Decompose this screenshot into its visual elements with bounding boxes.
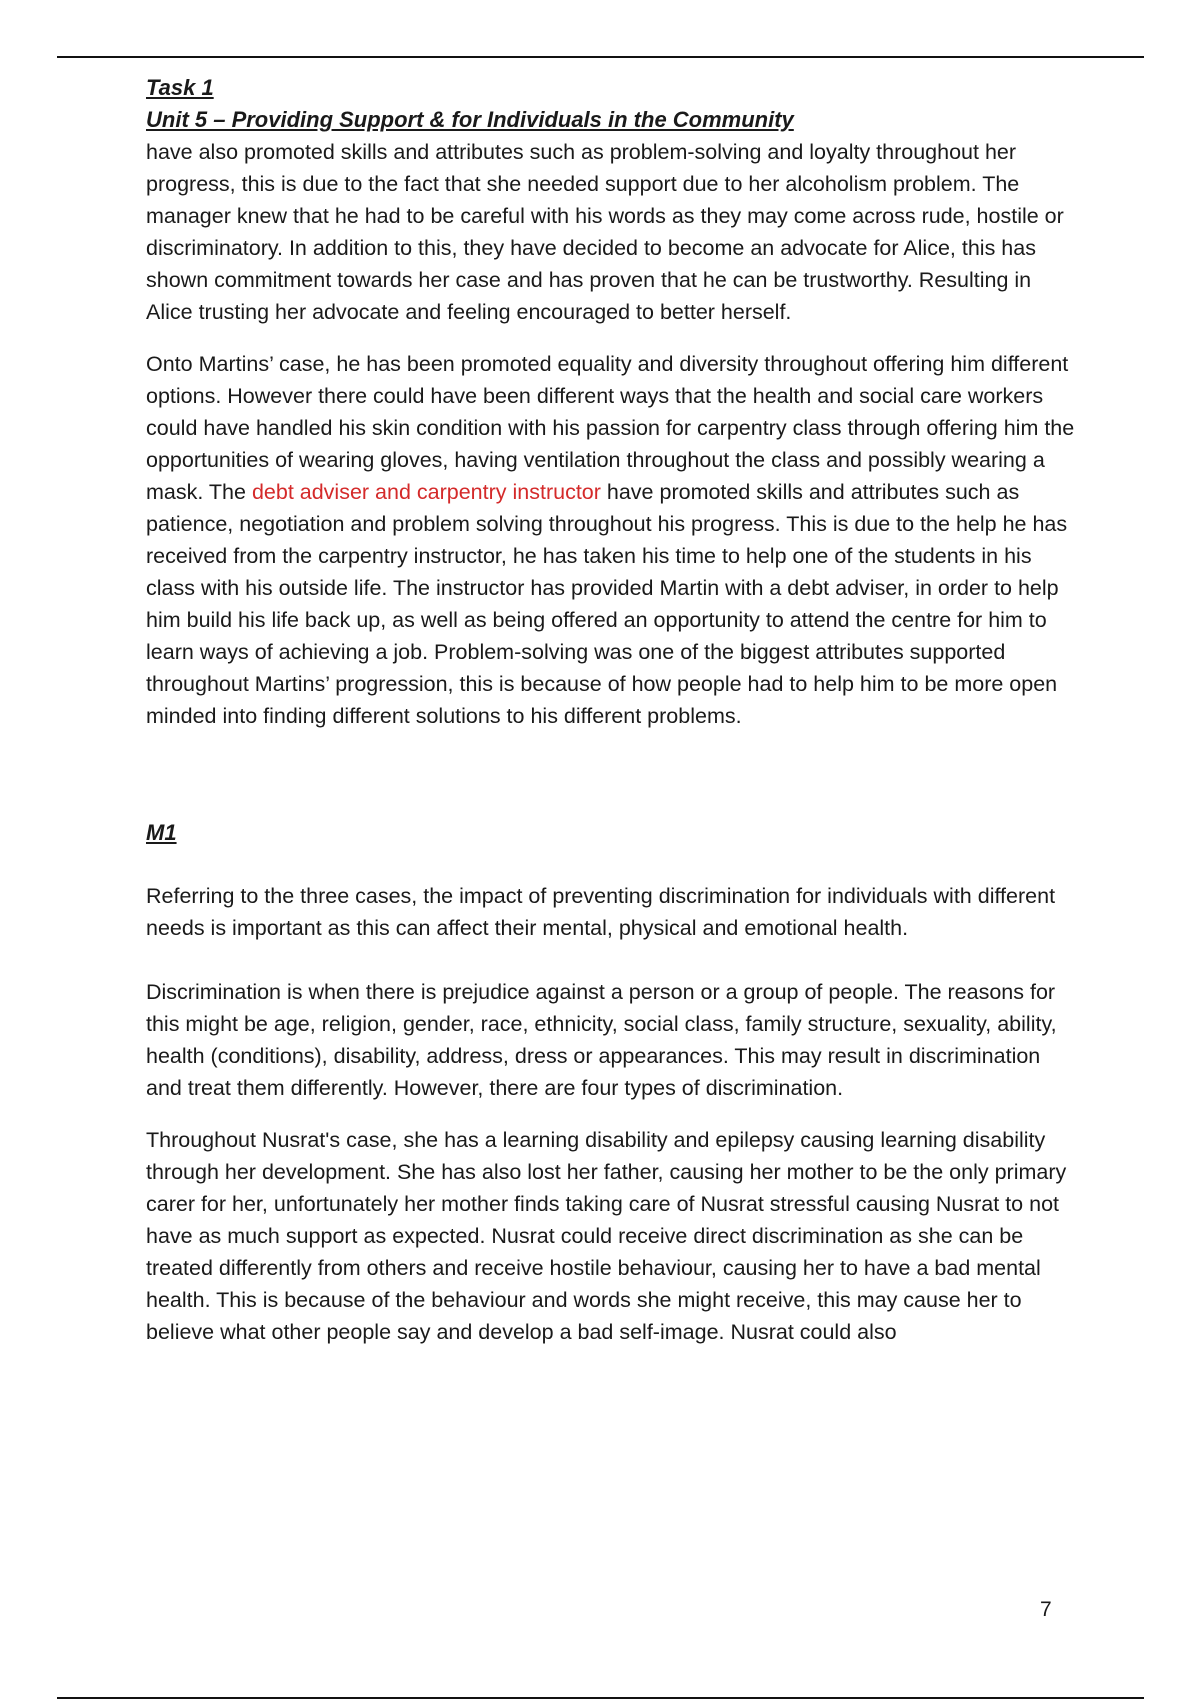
task-title: Task 1 bbox=[146, 75, 214, 100]
paragraph-martin-text-start: Onto Martins’ case, he has been promoted equality and diversity throughout offering him different options. However there could have been different ways that the health and social care workers could have handled his skin condition with his passion for carpentry class through offering him the opportunities of wearing gloves, having ventilation throughout the class and possibly wearing a mask. The bbox=[146, 352, 1075, 504]
page-number: 7 bbox=[1040, 1598, 1052, 1621]
paragraph-alice: have also promoted skills and attributes such as problem-solving and loyalty throughout her progress, this is due to the fact that she needed support due to her alcoholism problem. The manager knew that he had to be careful with his words as they may come across rude, hostile or discriminatory. In addition to this, they have decided to become an advocate for Alice, this has shown commitment towards her case and has proven that he can be trustworthy. Resulting in Alice trusting her advocate and feeling encouraged to better herself. bbox=[146, 140, 1064, 324]
m1-heading: M1 bbox=[146, 820, 177, 845]
paragraph-three-cases: Referring to the three cases, the impact of preventing discrimination for individuals with different needs is important as this can affect their mental, physical and emotional health. bbox=[146, 884, 1056, 940]
top-rule bbox=[57, 56, 1144, 58]
paragraph-martin-text-end: have promoted skills and attributes such as patience, negotiation and problem solving throughout his progress. This is due to the help he has received from the carpentry instructor, he has taken his time to help one of the students in his class with his outside life. The instructor has provided Martin with a debt adviser, in order to help him build his life back up, as well as being offered an opportunity to attend the centre for him to learn ways of achieving a job. Problem-solving was one of the biggest attributes supported throughout Martins’ progression, this is because of how people had to help him to be more open minded into finding different solutions to his different problems. bbox=[146, 480, 1068, 728]
highlighted-text: debt adviser and carpentry instructor bbox=[251, 480, 601, 504]
paragraph-martin bbox=[146, 348, 1076, 732]
document-body bbox=[146, 72, 1076, 1348]
paragraph-discrimination-definition: Discrimination is when there is prejudice against a person or a group of people. The reasons for this might be age, religion, gender, race, ethnicity, social class, family structure, sexuality, ability, health (conditions), disability, address, dress or appearances. This may result in discrimination and treat them differently. However, there are four types of discrimination. bbox=[146, 980, 1057, 1100]
paragraph-nusrat: Throughout Nusrat's case, she has a learning disability and epilepsy causing learning disability through her development. She has also lost her father, causing her mother to be the only primary carer for her, unfortunately her mother finds taking care of Nusrat stressful causing Nusrat to not have as much support as expected. Nusrat could receive direct discrimination as she can be treated differently from others and receive hostile behaviour, causing her to have a bad mental health. This is because of the behaviour and words she might receive, this may cause her to believe what other people say and develop a bad self-image. Nusrat could also bbox=[146, 1128, 1067, 1344]
unit-title: Unit 5 – Providing Support & for Individuals in the Community bbox=[146, 107, 794, 132]
bottom-rule bbox=[57, 1697, 1144, 1699]
